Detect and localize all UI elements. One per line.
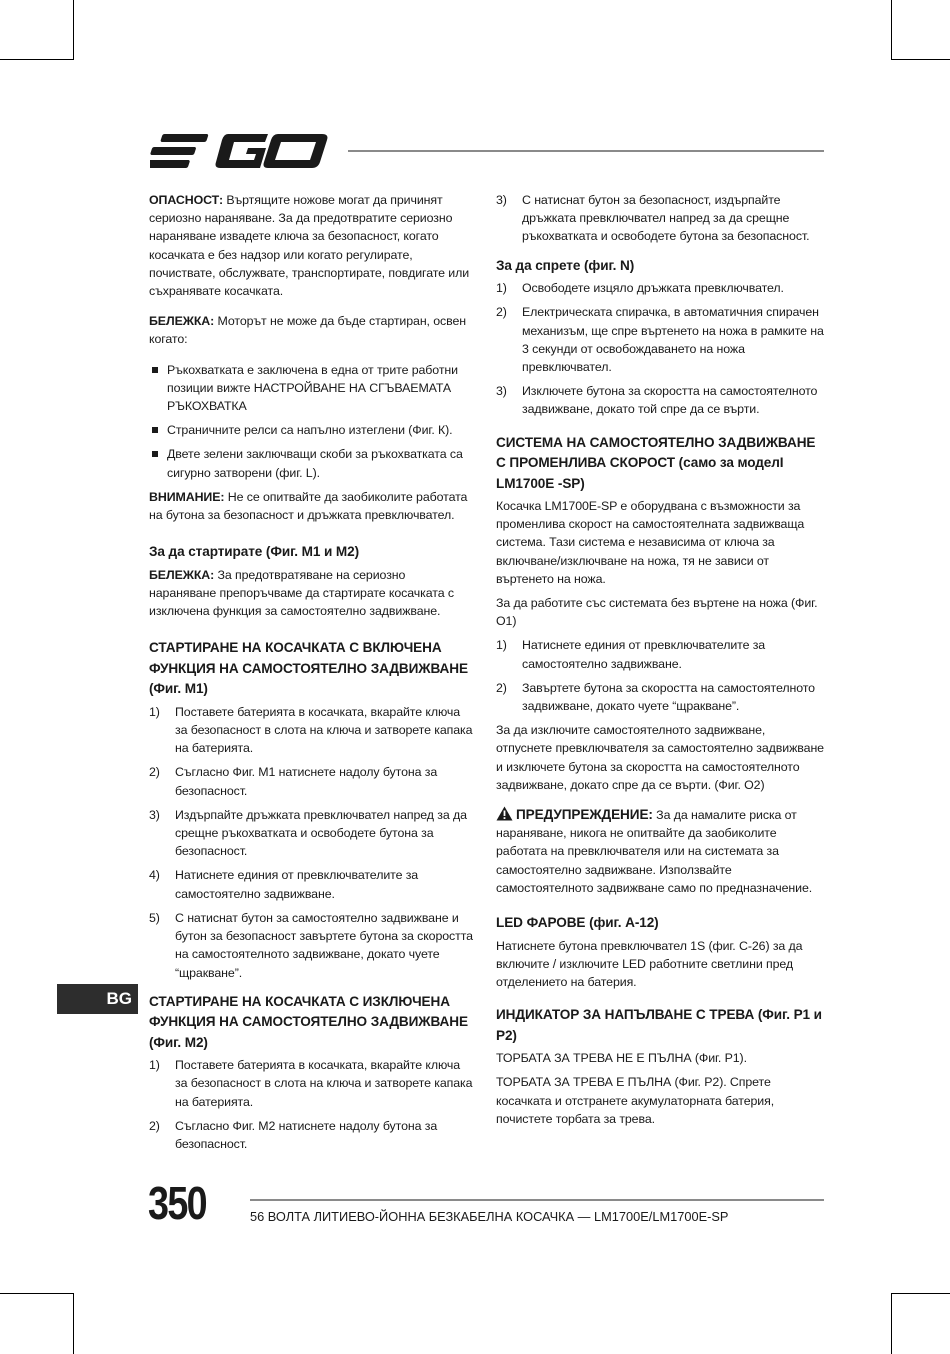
crop-mark xyxy=(891,1293,950,1294)
list-item: 3) Изключете бутона за скоростта на самостоятелното задвижване, докато той спре да се върти. xyxy=(496,384,818,417)
attention-label: ВНИМАНИЕ: xyxy=(149,489,225,504)
footer-title: 56 ВОЛТА ЛИТИЕВО-ЙОННА БЕЗКАБЕЛНА КОСАЧКА — LM1700E/LM1700E-SP xyxy=(250,1209,729,1224)
list-item: 3) С натиснат бутон за безопасност, издърпайте дръжката превключвател напред за да срещне ръкохватката и освободете бутона за безопасност. xyxy=(496,193,810,244)
ego-logo xyxy=(150,130,330,172)
steps-list xyxy=(496,191,824,246)
note-label: БЕЛЕЖКА: xyxy=(149,567,215,582)
note-label: БЕЛЕЖКА: xyxy=(149,314,215,329)
list-item: 1) Поставете батерията в косачката, вкарайте ключа за безопасност в слота на ключа и затворете капака на батерията. xyxy=(149,1058,473,1109)
body-paragraph: ТОРБАТА ЗА ТРЕВА Е ПЪЛНА (Фиг. P2). Спрете косачката и отстранете акумулаторната батерия, почистете торбата за трева. xyxy=(496,1075,775,1126)
danger-text: Въртящите ножове могат да причинят сериозно нараняване. За да предотвратите сериозно нараняване извадете ключа за безопасност, когато косачката е без надзор или когато регулирате, почиствате, обслужвате, транспортирате, повдигате или съхранявате косачката. xyxy=(149,193,470,299)
page-number: 350 xyxy=(148,1177,207,1229)
start-heading: За да стартирате (Фиг. М1 и М2) xyxy=(149,544,360,560)
list-item: 5) С натиснат бутон за самостоятелно задвижване и бутон за безопасност завъртете бутона за скоростта на самостоятелното задвижване, докато чуете “щракване”. xyxy=(149,910,473,980)
crop-mark xyxy=(891,1293,892,1354)
note-paragraph xyxy=(149,566,475,621)
section-heading: ИНДИКАТОР ЗА НАПЪЛВАНЕ С ТРЕВА (Фиг. P1 и P2) xyxy=(496,1007,822,1043)
section-heading: СТАРТИРАНЕ НА КОСАЧКАТА С ИЗКЛЮЧЕНА ФУНКЦИЯ НА САМОСТОЯТЕЛНО ЗАДВИЖВАНЕ (Фиг. М2) xyxy=(149,993,468,1050)
crop-mark xyxy=(891,0,892,60)
note-paragraph xyxy=(149,312,475,348)
section-heading: СИСТЕМА НА САМОСТОЯТЕЛНО ЗАДВИЖВАНЕ С ПРОМЕНЛИВА СКОРОСТ (само за моделI LM1700E -SP) xyxy=(496,434,816,491)
note-text: Моторът не може да бъде стартиран, освен когато: xyxy=(149,314,467,347)
list-item: 1) Натиснете единия от превключвателите за самостоятелно задвижване. xyxy=(496,638,766,671)
list-item: 4) Натиснете единия от превключвателите за самостоятелно задвижване. xyxy=(149,868,419,901)
warning-text: За да намалите риска от нараняване, никога не опитвайте да заобиколите работата на превключвателя или на системата за самостоятелно задвижване. Използвайте самостоятелното задвижване само по предназначение. xyxy=(496,808,813,895)
conditions-list xyxy=(149,361,475,482)
warning-paragraph xyxy=(496,806,824,897)
body-paragraph: За да изключите самостоятелното задвижване, отпуснете превключвателя за самостоятелно задвижване и изключете бутона за скоростта на самостоятелното задвижване, докато спре да се върти. (Фиг. O2) xyxy=(496,723,824,792)
list-item: 2) Съгласно Фиг. М2 натиснете надолу бутона за безопасност. xyxy=(149,1118,438,1152)
attention-paragraph xyxy=(149,488,475,524)
stop-heading: За да спрете (фиг. N) xyxy=(496,257,635,273)
language-tab: BG xyxy=(57,984,138,1014)
list-item: 1) Поставете батерията в косачката, вкарайте ключа за безопасност в слота на ключа и затворете капака на батерията. xyxy=(149,704,473,756)
list-item: 2) Съгласно Фиг. М1 натиснете надолу бутона за безопасност. xyxy=(149,765,438,798)
note-text: За предотвратяване на сериозно нараняване препоръчваме да стартирате косачката с изключена функция за самостоятелно задвижване. xyxy=(149,567,454,619)
crop-mark xyxy=(73,1293,74,1354)
left-column xyxy=(149,191,475,1159)
list-item: 2) Завъртете бутона за скоростта на самостоятелното задвижване, докато чуете “щракване”. xyxy=(496,680,815,714)
led-heading: LED ФАРОВЕ (фиг. A-12) xyxy=(496,915,659,931)
list-item: Страничните релси са напълно изтеглени (Фиг. К). xyxy=(149,421,475,439)
list-item: 3) Издърпайте дръжката превключвател напред за да срещне ръкохватката и освободете бутона за безопасност. xyxy=(149,807,467,859)
attention-text: Не се опитвайте да заобиколите работата на бутона за безопасност и дръжката превключвател. xyxy=(149,489,468,523)
body-paragraph: За да работите със системата без въртене на ножа (Фиг. O1) xyxy=(496,596,818,629)
crop-mark xyxy=(0,1293,74,1294)
section-heading: СТАРТИРАНЕ НА КОСАЧКАТА С ВКЛЮЧЕНА ФУНКЦИЯ НА САМОСТОЯТЕЛНО ЗАДВИЖВАНЕ (Фиг. М1) xyxy=(149,640,468,697)
steps-list xyxy=(149,703,475,982)
list-item: 1) Освободете изцяло дръжката превключвател. xyxy=(496,281,784,296)
list-item: 2) Електрическата спирачка, в автоматичния спирачен механизъм, ще спре въртенето на ножа в рамките на 3 секунди от освобождаването на ножа превключвател. xyxy=(496,305,824,374)
danger-paragraph xyxy=(149,191,475,300)
list-item: Ръкохватката е заключена в една от трите работни позиции вижте НАСТРОЙВАНЕ НА СГЪВАЕМАТА РЪКОХВАТКА xyxy=(149,361,475,416)
danger-label: ОПАСНОСТ: xyxy=(149,193,223,207)
right-column xyxy=(496,191,824,1134)
body-paragraph: Косачка LM1700E-SP е оборудвана с възможности за променлива скорост на самостоятелната задвижваща система. Тази система е независима от ключа за включване/изключване на ножа, тя не зависи от въртенето на ножа. xyxy=(496,499,805,586)
body-paragraph: ТОРБАТА ЗА ТРЕВА НЕ Е ПЪЛНА (Фиг. P1). xyxy=(496,1051,747,1066)
crop-mark xyxy=(891,59,950,60)
crop-mark xyxy=(0,59,74,60)
crop-mark xyxy=(73,0,74,60)
list-item: Двете зелени заключващи скоби за ръкохватката са сигурно затворени (фиг. L). xyxy=(149,445,475,481)
steps-list xyxy=(496,636,824,715)
warning-icon xyxy=(496,806,513,821)
warning-label: ПРЕДУПРЕЖДЕНИЕ: xyxy=(516,807,653,823)
body-paragraph: Натиснете бутона превключвател 1S (фиг. C-26) за да включите / изключите LED работните светлини пред отделението на батерия. xyxy=(496,938,803,989)
steps-list xyxy=(149,1056,475,1153)
steps-list xyxy=(496,279,824,418)
footer-rule xyxy=(250,1199,824,1201)
header-rule xyxy=(348,150,824,152)
